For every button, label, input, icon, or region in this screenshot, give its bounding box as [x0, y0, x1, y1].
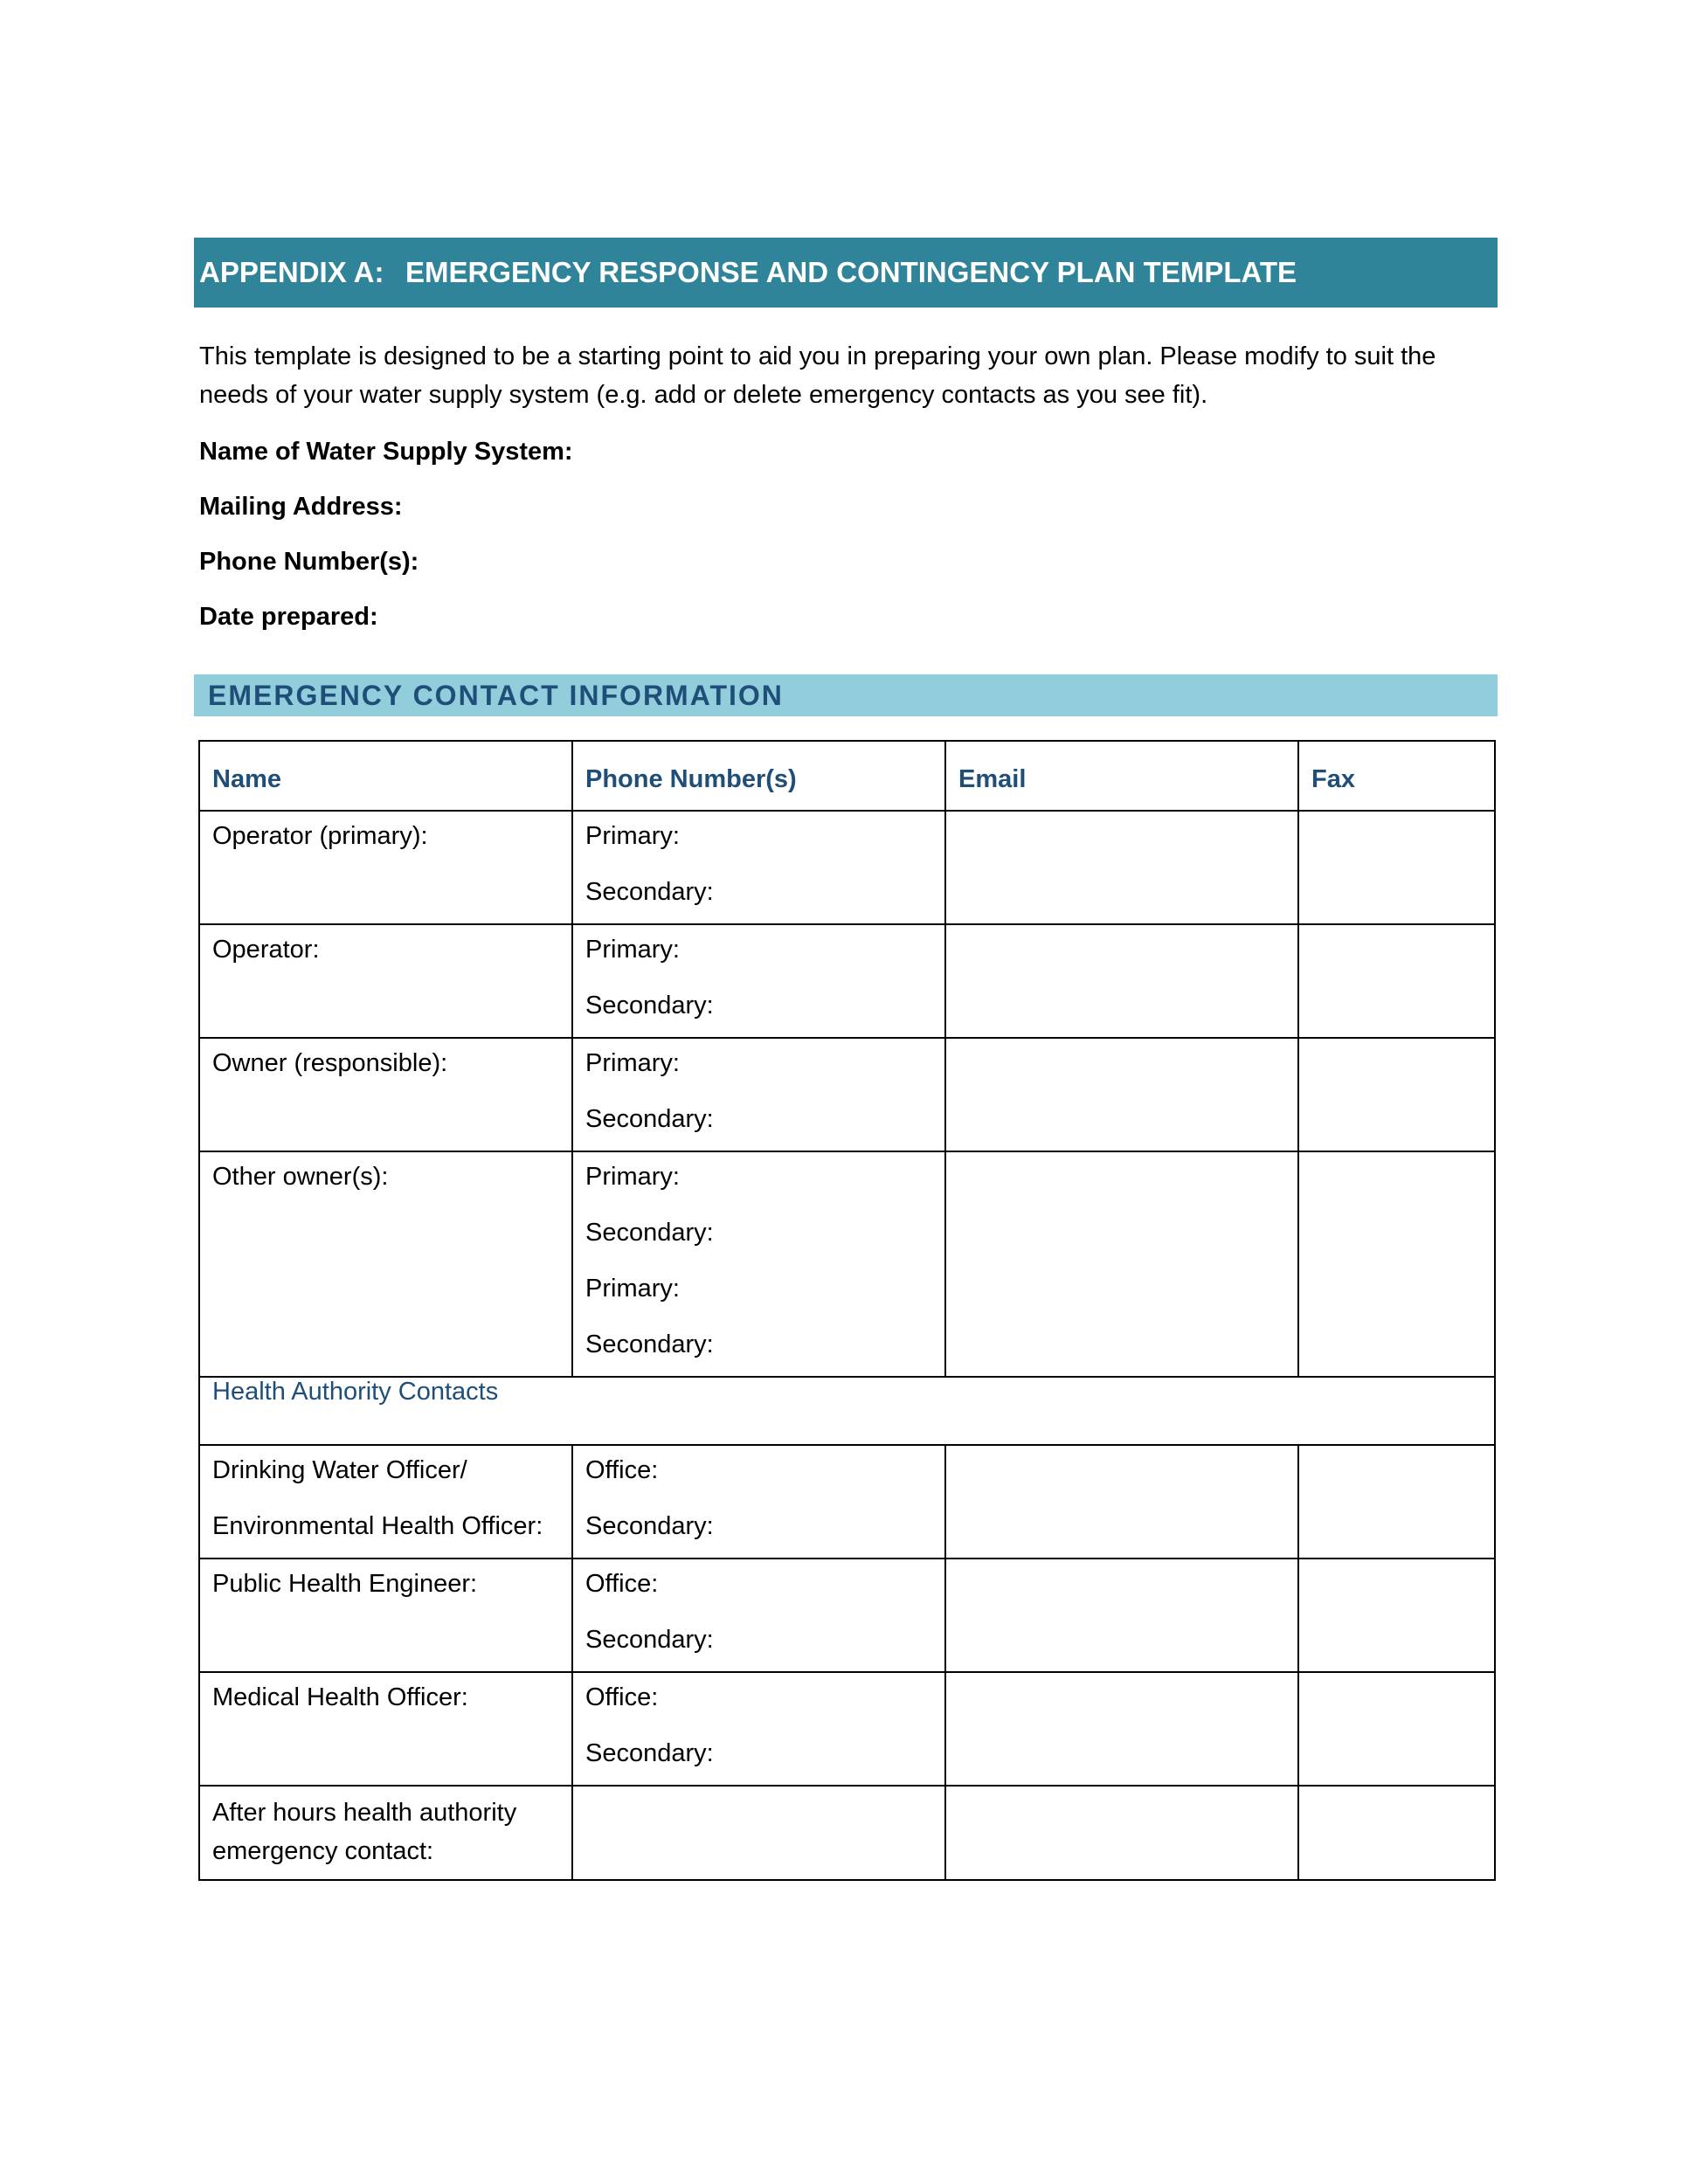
- phone-cell[interactable]: [572, 811, 945, 924]
- phone-label: Secondary:: [585, 1105, 714, 1133]
- phone-label: Secondary:: [585, 992, 714, 1019]
- phone-cell[interactable]: [572, 1672, 945, 1786]
- phone-label: Secondary:: [585, 1626, 714, 1654]
- phone-label: Primary:: [585, 1163, 680, 1191]
- name-cell[interactable]: [199, 1559, 572, 1672]
- header-name: Name: [199, 741, 572, 811]
- fax-cell[interactable]: [1298, 1038, 1495, 1151]
- fax-cell[interactable]: [1298, 1559, 1495, 1672]
- phone-cell[interactable]: [572, 1559, 945, 1672]
- phone-label: Secondary:: [585, 1739, 714, 1767]
- phone-cell[interactable]: [572, 1038, 945, 1151]
- table-row-after-hours-contact: [199, 1786, 1495, 1880]
- name-label: Owner (responsible):: [212, 1049, 448, 1077]
- email-cell[interactable]: [945, 1445, 1298, 1559]
- table-row-drinking-water-officer: [199, 1445, 1495, 1559]
- table-row-public-health-engineer: [199, 1559, 1495, 1672]
- document-title: EMERGENCY RESPONSE AND CONTINGENCY PLAN TEMPLATE: [405, 256, 1297, 288]
- table-row-other-owners: [199, 1151, 1495, 1377]
- phone-label: Secondary:: [585, 1330, 714, 1358]
- field-phone-numbers: Phone Number(s):: [199, 548, 419, 576]
- header-fax: Fax: [1298, 741, 1495, 811]
- appendix-label: APPENDIX A:: [199, 256, 384, 288]
- emergency-contact-table: [198, 740, 1496, 1881]
- email-cell[interactable]: [945, 1559, 1298, 1672]
- fax-cell[interactable]: [1298, 1672, 1495, 1786]
- name-label: Medical Health Officer:: [212, 1683, 468, 1711]
- name-label-line: emergency contact:: [212, 1837, 434, 1865]
- header-email: Email: [945, 741, 1298, 811]
- health-authority-subheading-row: [199, 1377, 1495, 1445]
- fax-cell[interactable]: [1298, 811, 1495, 924]
- email-cell[interactable]: [945, 1786, 1298, 1880]
- name-label: [212, 1787, 559, 1870]
- table-row-owner: [199, 1038, 1495, 1151]
- phone-label: Office:: [585, 1683, 659, 1711]
- phone-cell[interactable]: [572, 1786, 945, 1880]
- phone-label: Secondary:: [585, 878, 714, 906]
- name-cell[interactable]: [199, 1672, 572, 1786]
- fax-cell[interactable]: [1298, 924, 1495, 1038]
- phone-label: Secondary:: [585, 1219, 714, 1247]
- name-cell[interactable]: [199, 811, 572, 924]
- email-cell[interactable]: [945, 924, 1298, 1038]
- name-cell[interactable]: [199, 1786, 572, 1880]
- phone-cell[interactable]: [572, 1151, 945, 1377]
- phone-label: Office:: [585, 1456, 659, 1484]
- section-title-bar: EMERGENCY CONTACT INFORMATION: [194, 674, 1498, 716]
- email-cell[interactable]: [945, 1151, 1298, 1377]
- phone-label: Office:: [585, 1570, 659, 1598]
- phone-label: Primary:: [585, 1275, 680, 1303]
- phone-label: Primary:: [585, 1049, 680, 1077]
- table-row-medical-health-officer: [199, 1672, 1495, 1786]
- name-label: Public Health Engineer:: [212, 1570, 478, 1598]
- phone-label: Secondary:: [585, 1512, 714, 1540]
- name-cell[interactable]: [199, 1151, 572, 1377]
- fax-cell[interactable]: [1298, 1445, 1495, 1559]
- email-cell[interactable]: [945, 1038, 1298, 1151]
- table-row-operator-primary: [199, 811, 1495, 924]
- table-row-operator: [199, 924, 1495, 1038]
- health-authority-subheading: Health Authority Contacts: [199, 1377, 1495, 1445]
- name-cell[interactable]: [199, 924, 572, 1038]
- name-label: Operator (primary):: [212, 822, 428, 850]
- phone-cell[interactable]: [572, 1445, 945, 1559]
- phone-label: Primary:: [585, 822, 680, 850]
- name-label-line: After hours health authority: [212, 1799, 517, 1827]
- fax-cell[interactable]: [1298, 1151, 1495, 1377]
- name-cell[interactable]: [199, 1038, 572, 1151]
- intro-paragraph: This template is designed to be a starting point to aid you in preparing your own plan. Please modify to suit the needs of your water supply system (e.g. add or delete emergency contacts as you see fit).: [199, 342, 1436, 409]
- phone-cell[interactable]: [572, 924, 945, 1038]
- email-cell[interactable]: [945, 1672, 1298, 1786]
- name-label: Drinking Water Officer/: [212, 1456, 467, 1484]
- fax-cell[interactable]: [1298, 1786, 1495, 1880]
- name-label: Environmental Health Officer:: [212, 1512, 543, 1540]
- name-cell[interactable]: [199, 1445, 572, 1559]
- phone-label: Primary:: [585, 936, 680, 964]
- name-label: Operator:: [212, 936, 320, 964]
- email-cell[interactable]: [945, 811, 1298, 924]
- table-header-row: [199, 741, 1495, 811]
- header-phone: Phone Number(s): [572, 741, 945, 811]
- name-label: Other owner(s):: [212, 1163, 389, 1191]
- field-water-supply-system: Name of Water Supply System:: [199, 438, 573, 466]
- field-date-prepared: Date prepared:: [199, 603, 378, 631]
- field-mailing-address: Mailing Address:: [199, 493, 403, 521]
- appendix-title-bar: [194, 238, 1498, 308]
